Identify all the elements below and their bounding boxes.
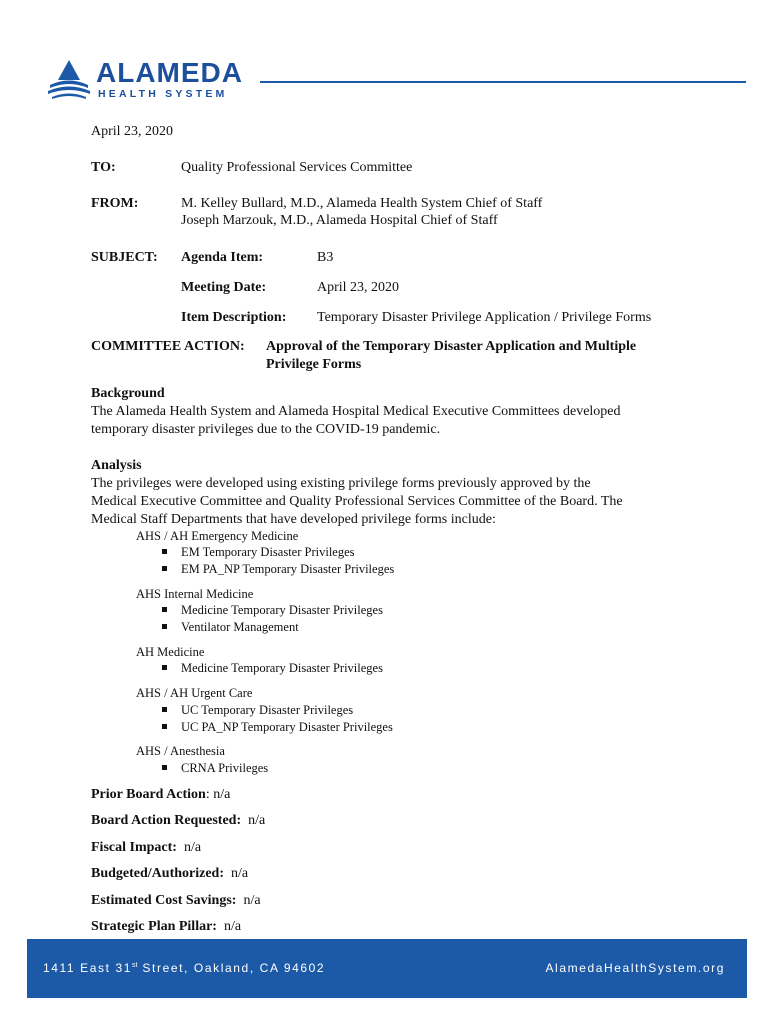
strategic-plan-pillar-field xyxy=(91,918,241,936)
privilege-item: Medicine Temporary Disaster Privileges xyxy=(181,603,383,617)
subject-label: SUBJECT: xyxy=(91,250,158,265)
privilege-item: Ventilator Management xyxy=(181,619,383,636)
fiscal-impact-field xyxy=(91,839,201,857)
alameda-mark-icon xyxy=(46,58,92,100)
analysis-heading: Analysis xyxy=(91,458,142,473)
agenda-item-label: Agenda Item: xyxy=(181,250,264,265)
from-label: FROM: xyxy=(91,196,139,211)
privilege-item: CRNA Privileges xyxy=(181,761,269,775)
analysis-line-3: Medical Staff Departments that have developed privilege forms include: xyxy=(91,512,496,527)
memo-date: April 23, 2020 xyxy=(91,124,174,139)
analysis-line-2: Medical Executive Committee and Quality Professional Services Committee of the Board. The xyxy=(91,494,623,509)
logo-subtitle: HEALTH SYSTEM xyxy=(98,88,228,100)
privilege-item: Medicine Temporary Disaster Privileges xyxy=(181,661,383,675)
board-action-requested-field xyxy=(91,812,265,830)
department-name: AHS / AH Urgent Care xyxy=(136,686,253,700)
background-heading: Background xyxy=(91,386,165,401)
estimated-cost-savings-field xyxy=(91,892,261,910)
privilege-item: UC Temporary Disaster Privileges xyxy=(181,702,393,719)
field-value: n/a xyxy=(213,787,231,802)
logo-name: ALAMEDA xyxy=(96,57,243,88)
to-value: Quality Professional Services Committee xyxy=(181,160,413,175)
field-value: n/a xyxy=(231,866,249,881)
privilege-item: UC PA_NP Temporary Disaster Privileges xyxy=(181,719,393,734)
item-description-label: Item Description: xyxy=(181,310,287,325)
footer-website: AlamedaHealthSystem.org xyxy=(545,961,725,975)
field-label: Strategic Plan Pillar: xyxy=(91,919,217,934)
field-value: n/a xyxy=(223,919,242,934)
from-line-1: M. Kelley Bullard, M.D., Alameda Health System Chief of Staff xyxy=(181,196,543,211)
field-label: Prior Board Action xyxy=(91,787,206,802)
field-label: Budgeted/Authorized: xyxy=(91,866,224,881)
footer-address: 1411 East 31st Street, Oakland, CA 94602 xyxy=(43,961,326,975)
background-line-1: The Alameda Health System and Alameda Hospital Medical Executive Committees developed xyxy=(91,404,621,419)
department-privileges-list xyxy=(181,660,383,677)
item-description-value: Temporary Disaster Privilege Application / Privilege Forms xyxy=(317,310,652,325)
field-label: Board Action Requested: xyxy=(91,813,242,828)
budgeted-authorized-field xyxy=(91,865,248,883)
agenda-item-value: B3 xyxy=(317,250,334,265)
department-name: AHS Internal Medicine xyxy=(136,587,254,601)
field-label: Fiscal Impact: xyxy=(91,840,177,855)
committee-action-label: COMMITTEE ACTION: xyxy=(91,339,245,354)
privilege-item: EM Temporary Disaster Privileges xyxy=(181,544,394,561)
department-name: AHS / Anesthesia xyxy=(136,744,225,758)
meeting-date-value: April 23, 2020 xyxy=(317,280,400,295)
department-privileges-list xyxy=(181,544,394,577)
field-value: n/a xyxy=(183,840,202,855)
to-label: TO: xyxy=(91,160,116,175)
department-name: AH Medicine xyxy=(136,645,205,659)
department-privileges-list xyxy=(181,602,383,635)
prior-board-action-field: Prior Board Action: n/a xyxy=(91,787,231,802)
field-value: n/a xyxy=(248,813,266,828)
privilege-item: EM PA_NP Temporary Disaster Privileges xyxy=(181,561,395,576)
department-privileges-list xyxy=(181,702,393,735)
committee-action-line-2: Privilege Forms xyxy=(266,357,362,372)
department-privileges-list xyxy=(181,760,268,777)
meeting-date-label: Meeting Date: xyxy=(181,280,267,295)
analysis-line-1: The privileges were developed using existing privilege forms previously approved by the xyxy=(91,476,591,491)
department-name: AHS / AH Emergency Medicine xyxy=(136,529,299,543)
from-line-2: Joseph Marzouk, M.D., Alameda Hospital Chief of Staff xyxy=(181,213,498,228)
footer-bar xyxy=(27,939,747,998)
background-line-2: temporary disaster privileges due to the COVID-19 pandemic. xyxy=(91,422,441,437)
alameda-logo xyxy=(46,58,258,102)
field-value: n/a xyxy=(243,893,261,908)
field-label: Estimated Cost Savings: xyxy=(91,893,237,908)
committee-action-line-1: Approval of the Temporary Disaster Application and Multiple xyxy=(266,339,637,354)
header-rule xyxy=(260,81,746,83)
